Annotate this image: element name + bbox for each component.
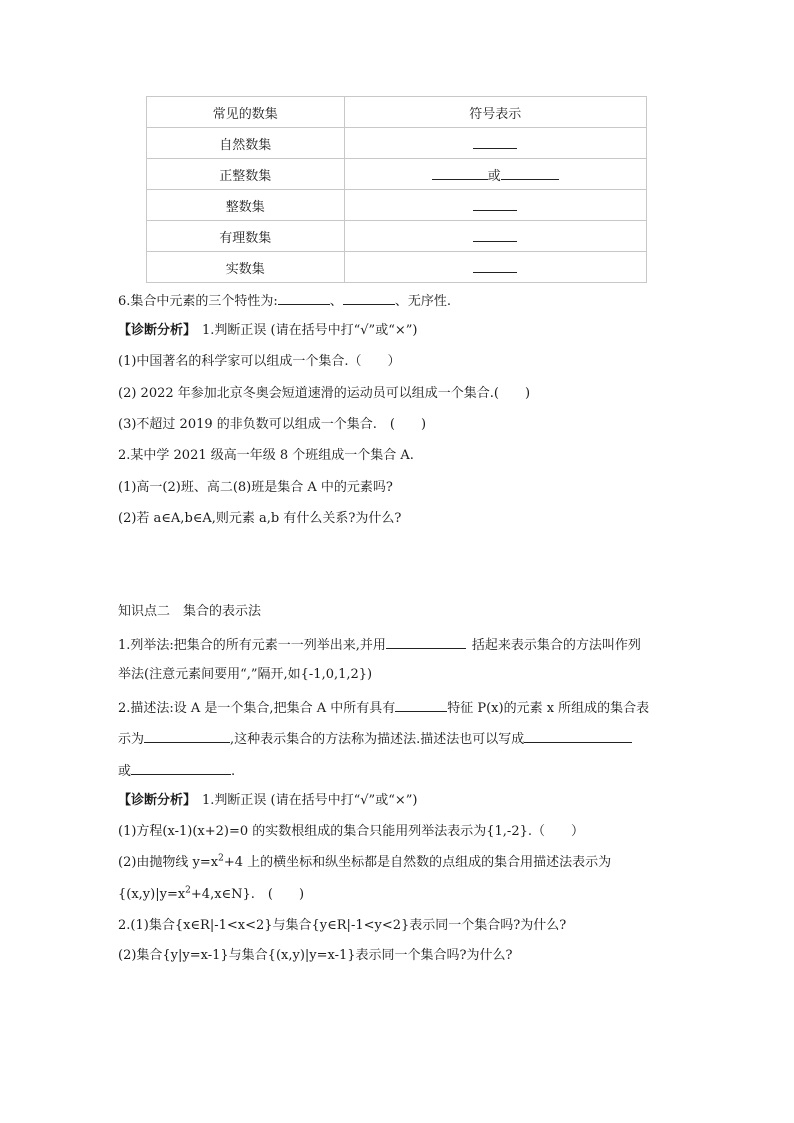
- answer-blank[interactable]: [473, 196, 517, 211]
- table-header-row: [147, 97, 647, 128]
- set-name: 正整数集: [147, 159, 345, 190]
- question-intro: 2.某中学 2021 级高一年级 8 个班组成一个集合 A.: [118, 448, 414, 463]
- separator: 、: [329, 294, 343, 309]
- diagnosis-tag: 【诊断分析】: [118, 793, 197, 808]
- description-definition: [118, 697, 649, 719]
- diagnosis-heading: [118, 321, 417, 341]
- description-definition-end: [118, 760, 235, 782]
- judge-intro: 1.判断正误 (请在括号中打“√”或“×”): [202, 793, 418, 808]
- answer-blank[interactable]: [432, 165, 488, 180]
- enumeration-definition-cont: 举法(注意元素间要用“,”隔开,如{-1,0,1,2}): [118, 667, 373, 682]
- or-text: 或: [487, 168, 501, 184]
- answer-blank[interactable]: [501, 165, 559, 180]
- answer-blank[interactable]: [343, 290, 395, 305]
- symbol-cell: [344, 159, 646, 190]
- description-definition-cont: [118, 728, 632, 750]
- answer-blank[interactable]: [473, 134, 517, 149]
- properties-line: [118, 290, 451, 312]
- set-name: 实数集: [147, 252, 345, 283]
- answer-blank[interactable]: [386, 634, 466, 649]
- definition-text: 特征 P(x)的元素 x 所组成的集合表: [447, 701, 650, 716]
- table-row: [147, 159, 647, 190]
- question-text: (2)由抛物线 y=x: [118, 855, 219, 870]
- exponent: 2: [218, 853, 224, 864]
- question-text: +4,x∈N}. ( ): [190, 887, 305, 902]
- symbol-cell: [344, 128, 646, 159]
- answer-blank[interactable]: [473, 227, 517, 242]
- question-item: (1)方程(x-1)(x+2)=0 的实数根组成的集合只能用列举法表示为{1,-2}.（ ）: [118, 824, 585, 839]
- answer-blank[interactable]: [144, 728, 230, 743]
- answer-blank[interactable]: [278, 290, 330, 305]
- symbol-cell: [344, 190, 646, 221]
- question-text: +4 上的横坐标和纵坐标都是自然数的点组成的集合用描述法表示为: [223, 855, 612, 870]
- definition-text: 1.列举法:把集合的所有元素一一列举出来,并用: [118, 638, 386, 653]
- question-item: (2) 2022 年参加北京冬奥会短道速滑的运动员可以组成一个集合.( ): [118, 386, 531, 401]
- number-sets-table: [146, 96, 647, 283]
- table-row: [147, 252, 647, 283]
- definition-text: .: [231, 764, 236, 779]
- table-row: [147, 128, 647, 159]
- enumeration-definition: [118, 634, 641, 656]
- question-item-cont: [118, 885, 304, 905]
- diagnosis-tag: 【诊断分析】: [118, 323, 197, 338]
- set-name: 自然数集: [147, 128, 345, 159]
- definition-text: 示为: [118, 732, 145, 747]
- definition-text: 括起来表示集合的方法叫作列: [471, 638, 641, 653]
- judge-intro: 1.判断正误 (请在括号中打“√”或“×”): [202, 323, 418, 338]
- answer-blank[interactable]: [524, 728, 632, 743]
- set-name: 整数集: [147, 190, 345, 221]
- answer-blank[interactable]: [473, 258, 517, 273]
- question-item: 2.(1)集合{x∈R|-1<x<2}与集合{y∈R|-1<y<2}表示同一个集合吗?为什么?: [118, 918, 567, 933]
- properties-tail: 、无序性.: [394, 294, 451, 309]
- set-name: 有理数集: [147, 221, 345, 252]
- exponent: 2: [185, 885, 191, 896]
- table-row: [147, 190, 647, 221]
- symbol-cell: [344, 221, 646, 252]
- diagnosis-heading: [118, 791, 417, 811]
- question-item: (1)中国著名的科学家可以组成一个集合.（ ）: [118, 354, 401, 369]
- table-header-set: 常见的数集: [147, 97, 345, 128]
- table-header-symbol: 符号表示: [344, 97, 646, 128]
- definition-text: ,这种表示集合的方法称为描述法.描述法也可以写成: [230, 732, 525, 747]
- answer-blank[interactable]: [395, 697, 447, 712]
- table-row: [147, 221, 647, 252]
- question-item: (2)若 a∈A,b∈A,则元素 a,b 有什么关系?为什么?: [118, 511, 402, 526]
- question-item: (3)不超过 2019 的非负数可以组成一个集合. ( ): [118, 417, 427, 432]
- definition-text: 或: [118, 764, 132, 779]
- answer-blank[interactable]: [131, 760, 231, 775]
- properties-text: 6.集合中元素的三个特性为:: [118, 294, 278, 309]
- definition-text: 2.描述法:设 A 是一个集合,把集合 A 中所有具有: [118, 701, 396, 716]
- question-item: (1)高一(2)班、高二(8)班是集合 A 中的元素吗?: [118, 480, 393, 495]
- section-title: 知识点二 集合的表示法: [118, 604, 262, 619]
- question-text: {(x,y)|y=x: [118, 887, 186, 902]
- question-item: [118, 853, 611, 873]
- question-item: (2)集合{y|y=x-1}与集合{(x,y)|y=x-1}表示同一个集合吗?为什么?: [118, 948, 513, 963]
- symbol-cell: [344, 252, 646, 283]
